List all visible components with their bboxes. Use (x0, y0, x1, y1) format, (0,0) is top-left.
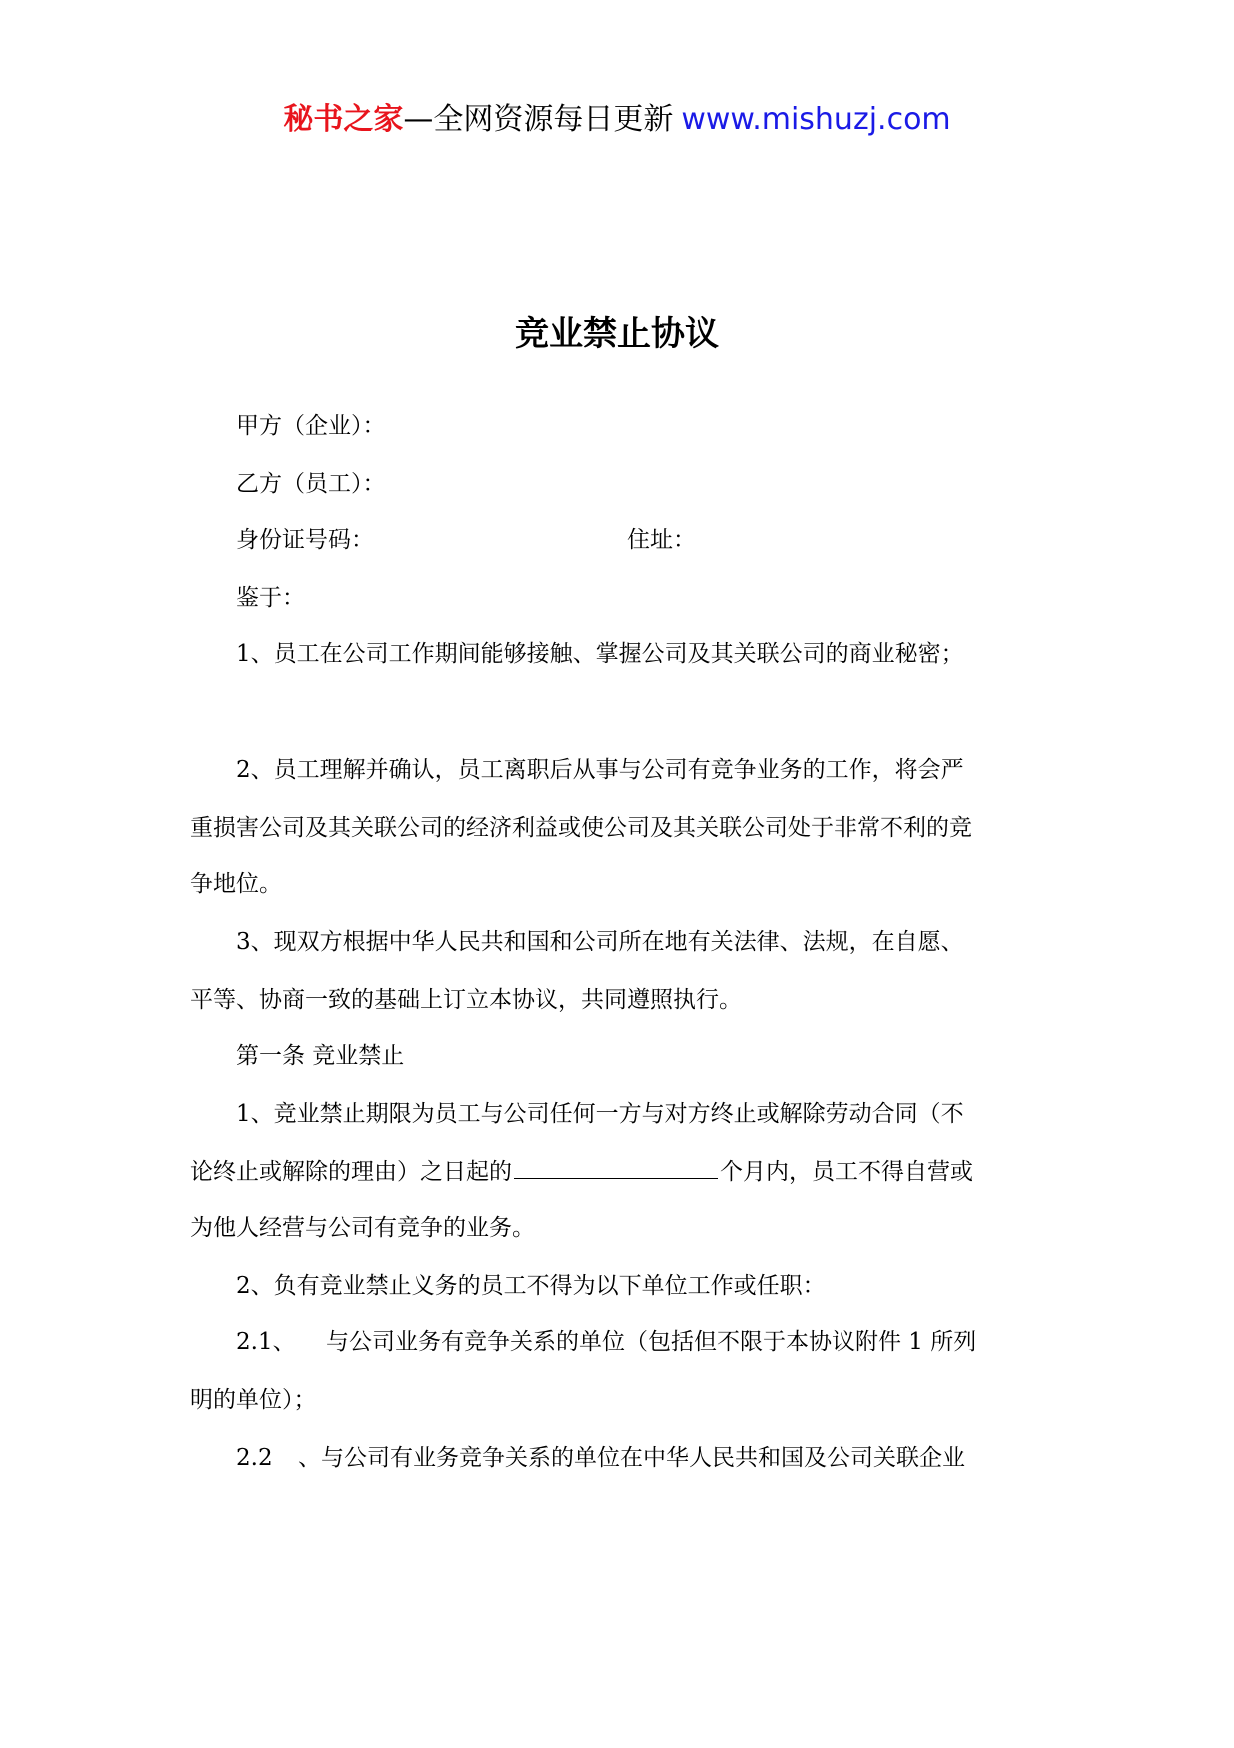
recital-2-line-3: 争地位。 (190, 871, 282, 897)
id-number-label: 身份证号码： (236, 527, 374, 553)
article-1-heading: 第一条 竞业禁止 (236, 1043, 405, 1069)
clause-1-line-2 (190, 1156, 973, 1188)
clause-2-1-line-2: 明的单位）； (190, 1387, 317, 1413)
document-title: 竞业禁止协议 (515, 314, 719, 354)
site-url[interactable]: www.mishuzj.com (681, 102, 951, 137)
clause-2: 2、负有竞业禁止义务的员工不得为以下单位工作或任职： (236, 1273, 826, 1299)
site-brand: 秘书之家 (283, 102, 404, 137)
party-b-label: 乙方（员工）： (236, 471, 386, 497)
party-a-label: 甲方（企业）： (236, 413, 386, 439)
recital-2-line-1: 2、员工理解并确认，员工离职后从事与公司有竞争业务的工作，将会严 (236, 757, 964, 783)
whereas-label: 鉴于： (236, 585, 305, 611)
clause-2-1-number: 2.1、 (236, 1329, 296, 1355)
clause-2-2-number: 2.2 (236, 1445, 273, 1471)
clause-1-line-1: 1、竞业禁止期限为员工与公司任何一方与对方终止或解除劳动合同（不 (236, 1101, 964, 1127)
clause-1-line-2-start: 论终止或解除的理由）之日起的 (190, 1159, 512, 1185)
clause-2-1-line-1: 与公司业务有竞争关系的单位（包括但不限于本协议附件 1 所列 (326, 1329, 977, 1355)
address-label: 住址： (627, 527, 696, 553)
site-slogan: —全网资源每日更新 (403, 102, 674, 137)
clause-1-line-2-end: 个月内，员工不得自营或 (720, 1159, 973, 1185)
recital-1: 1、员工在公司工作期间能够接触、掌握公司及其关联公司的商业秘密； (236, 641, 964, 667)
recital-3-line-2: 平等、协商一致的基础上订立本协议，共同遵照执行。 (190, 987, 742, 1013)
recital-3-line-1: 3、现双方根据中华人民共和国和公司所在地有关法律、法规，在自愿、 (236, 929, 964, 955)
clause-1-line-3: 为他人经营与公司有竞争的业务。 (190, 1215, 535, 1241)
recital-2-line-2: 重损害公司及其关联公司的经济利益或使公司及其关联公司处于非常不利的竞 (190, 815, 972, 841)
months-blank[interactable] (514, 1156, 718, 1179)
site-header (0, 100, 1234, 140)
clause-2-2-line-1: 、与公司有业务竞争关系的单位在中华人民共和国及公司关联企业 (298, 1445, 965, 1471)
